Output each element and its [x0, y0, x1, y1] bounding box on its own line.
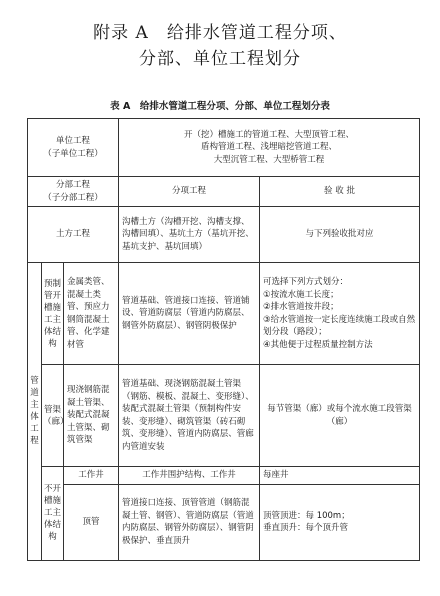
culvert-batch-cell: 每节管渠（廊）或每个流水施工段管渠（廊）: [260, 365, 420, 467]
acceptance-header-cell: 验 收 批: [260, 177, 420, 207]
appendix-title: 附录 A 给排水管道工程分项、: [93, 23, 347, 43]
table-row: [28, 365, 420, 467]
open-trench-items-cell: 管道基础、管道接口连接、管道铺设、管道防腐层（管道内防腐层、钢管外防腐层）、钢管阴极保护: [119, 263, 260, 365]
table-row: [28, 207, 420, 263]
table-row: [28, 119, 420, 177]
culvert-material-cell: 现浇钢筋混凝土管渠、装配式混凝土管渠、砌筑管渠: [64, 365, 119, 467]
earthwork-items-cell: 沟槽土方（沟槽开挖、沟槽支撑、沟槽回填）、基坑土方（基坑开挖、基坑支护、基坑回填）: [119, 207, 260, 263]
table-row: [28, 484, 420, 560]
jacking-label-cell: 顶管: [64, 484, 119, 560]
open-trench-cell: 预制管开槽施工主体结构: [42, 263, 64, 365]
work-well-label-cell: 工作井: [64, 467, 119, 485]
appendix-subtitle: 分部、单位工程划分: [139, 49, 301, 69]
unit-content-cell: 开（挖）槽施工的管道工程、大型顶管工程、 盾构管道工程、浅埋暗挖管道工程、 大型沉管工程、大型桥管工程: [119, 119, 420, 177]
work-well-items-cell: 工作井围护结构、工作井: [119, 467, 260, 485]
main-structure-cell: 管道主体工程: [28, 263, 42, 561]
earthwork-batch-cell: 与下列验收批对应: [260, 207, 420, 263]
division-header-cell: 分部工程 （子分部工程）: [28, 177, 119, 207]
open-trench-material-cell: 金属类管、混凝土类管、预应力钢筒混凝土管、化学建材管: [64, 263, 119, 365]
open-trench-batch-cell: 可选择下列方式划分： ①按流水施工长度； ②排水管道按井段； ③给水管道按一定长度连续施工段或自然划分段（路段）； ④其他便于过程质量控制方法: [260, 263, 420, 365]
non-trench-cell: 不开槽施工主体结构: [42, 467, 64, 561]
culvert-items-cell: 管道基础、现浇钢筋混凝土管渠（钢筋、模板、混凝土、变形缝）、装配式混凝土管渠（预制构件安装、变形缝）、砌筑管渠（砖石砌筑、变形缝）、管道内防腐层、管廊内管道安装: [119, 365, 260, 467]
jacking-batch-cell: 顶管顶进：每 100m； 垂直顶升：每个顶升管: [260, 484, 420, 560]
subitem-header-cell: 分项工程: [119, 177, 260, 207]
earthwork-label-cell: 土方工程: [28, 207, 119, 263]
unit-header-cell: 单位工程 （子单位工程）: [28, 119, 119, 177]
table-row: [28, 263, 420, 365]
table-caption: 表 A 给排水管道工程分项、分部、单位工程划分表: [110, 101, 330, 112]
culvert-label-cell: 管渠（廊）: [42, 365, 64, 467]
jacking-items-cell: 管道接口连接、顶管管道（钢筋混凝土管、钢管）、管道防腐层（管道内防腐层、钢管外防腐层）、钢管阴极保护、垂直顶升: [119, 484, 260, 560]
division-table: [27, 118, 420, 561]
table-row: [28, 177, 420, 207]
table-row: [28, 467, 420, 485]
work-well-batch-cell: 每座井: [260, 467, 420, 485]
